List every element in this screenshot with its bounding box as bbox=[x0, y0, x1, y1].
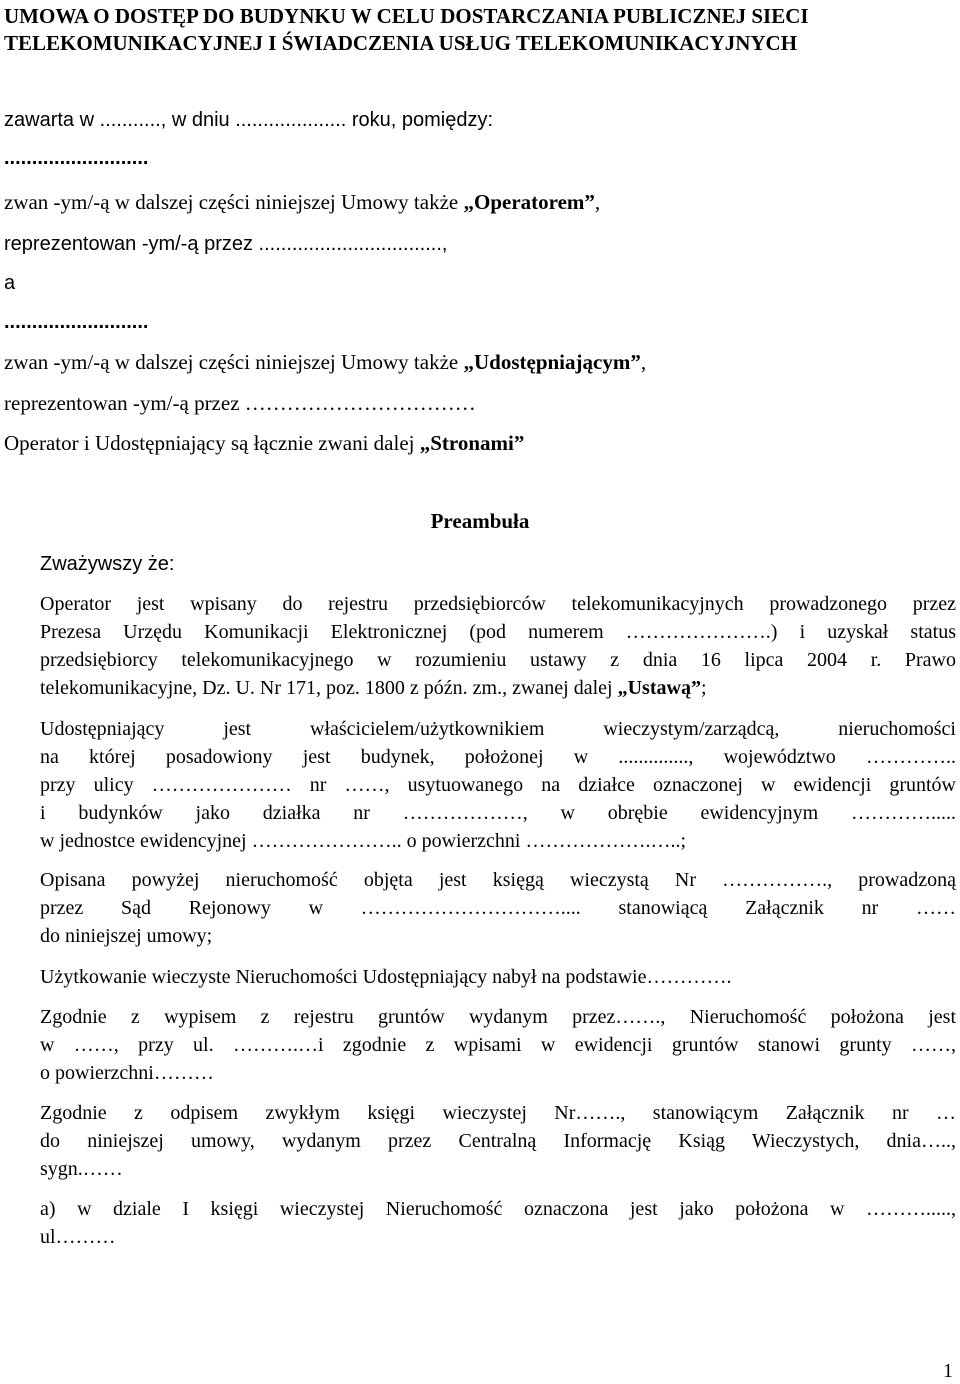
paragraph-line: w ……, przy ul. ……….…i zgodnie z wpisami w ewidencji gruntów stanowi grunty ……, bbox=[40, 1034, 956, 1056]
paragraph-line: Zgodnie z odpisem zwykłym księgi wieczystej Nr……., stanowiącym Załącznik nr … bbox=[40, 1102, 956, 1124]
party1-dots: .......................... bbox=[4, 147, 149, 169]
act-role: „Ustawą” bbox=[617, 677, 701, 699]
document-title-line-1: UMOWA O DOSTĘP DO BUDYNKU W CELU DOSTARCZANIA PUBLICZNEJ SIECI bbox=[4, 4, 809, 28]
party2-representative: reprezentowan -ym/-ą przez …………………………… bbox=[4, 391, 476, 415]
whereas-text: Zważywszy że: bbox=[40, 553, 175, 575]
party1-desc-text: zwan -ym/-ą w dalszej części niniejszej Umowy także bbox=[4, 190, 464, 214]
paragraph-line: na której posadowiony jest budynek, położonej w .............., województwo ………….. bbox=[40, 746, 956, 768]
paragraph-line: Użytkowanie wieczyste Nieruchomości Udostępniający nabył na podstawie…………. bbox=[40, 966, 732, 988]
paragraph-line: do niniejszej umowy; bbox=[40, 925, 213, 947]
party1-representative: reprezentowan -ym/-ą przez ................................., bbox=[4, 233, 448, 255]
paragraph-land-extract bbox=[40, 1003, 956, 1087]
p1-last-text: telekomunikacyjne, Dz. U. Nr 171, poz. 1800 z późn. zm., zwanej dalej bbox=[40, 677, 618, 699]
party2-desc-end: , bbox=[640, 350, 647, 374]
document-title-line-2: TELEKOMUNIKACYJNEJ I ŚWIADCZENIA USŁUG TELEKOMUNIKACYJNYCH bbox=[4, 31, 798, 55]
paragraph-line: o powierzchni……… bbox=[40, 1062, 214, 1084]
parties-role: „Stronami” bbox=[419, 431, 525, 455]
and-conjunction: a bbox=[4, 272, 16, 294]
paragraph-line: Zgodnie z wypisem z rejestru gruntów wydanym przez……., Nieruchomość położona jest bbox=[40, 1006, 956, 1028]
paragraph-operator-registration bbox=[40, 590, 956, 702]
party1-role: „Operatorem” bbox=[463, 190, 595, 214]
parties-collective bbox=[4, 430, 524, 456]
paragraph-perpetual-usufruct bbox=[40, 963, 956, 991]
p1-last-end: ; bbox=[700, 677, 707, 699]
party2-dots: .......................... bbox=[4, 311, 149, 333]
paragraph-line: a) w dziale I księgi wieczystej Nieruchomość oznaczona jest jako położona w ………....., bbox=[40, 1198, 956, 1220]
paragraph-line: ul……… bbox=[40, 1226, 116, 1248]
party2-desc-text: zwan -ym/-ą w dalszej części niniejszej Umowy także bbox=[4, 350, 464, 374]
paragraph-register-copy bbox=[40, 1099, 956, 1183]
paragraph-line: Udostępniający jest właścicielem/użytkownikiem wieczystym/zarządcą, nieruchomości bbox=[40, 718, 956, 740]
paragraph-line: przedsiębiorcy telekomunikacyjnego w rozumieniu ustawy z dnia 16 lipca 2004 r. Prawo bbox=[40, 649, 956, 671]
paragraph-line: sygn.…… bbox=[40, 1158, 123, 1180]
paragraph-line: do niniejszej umowy, wydanym przez Centralną Informację Ksiąg Wieczystych, dnia….., bbox=[40, 1130, 956, 1152]
paragraph-line: Operator jest wpisany do rejestru przedsiębiorców telekomunikacyjnych prowadzonego przez bbox=[40, 593, 956, 615]
preamble-heading: Preambuła bbox=[430, 509, 530, 533]
paragraph-line bbox=[40, 674, 956, 702]
party1-description bbox=[4, 189, 600, 215]
party2-role: „Udostępniającym” bbox=[463, 350, 641, 374]
concluded-line: zawarta w ..........., w dniu .................... roku, pomiędzy: bbox=[4, 109, 494, 131]
whereas-label bbox=[40, 551, 174, 577]
party2-description bbox=[4, 349, 646, 375]
paragraph-line: Prezesa Urzędu Komunikacji Elektronicznej (pod numerem ………………….) i uzyskał status bbox=[40, 621, 956, 643]
paragraph-owner bbox=[40, 715, 956, 855]
paragraph-line: i budynków jako działka nr ………………, w obrębie ewidencyjnym …………..... bbox=[40, 802, 956, 824]
paragraph-line: przez Sąd Rejonowy w ………………………….... stanowiącą Załącznik nr …… bbox=[40, 897, 956, 919]
paragraph-line: Opisana powyżej nieruchomość objęta jest księgą wieczystą Nr ……………., prowadzoną bbox=[40, 869, 956, 891]
paragraph-line: przy ulicy ………………… nr ……, usytuowanego na działce oznaczonej w ewidencji gruntów bbox=[40, 774, 956, 796]
parties-text: Operator i Udostępniający są łącznie zwani dalej bbox=[4, 431, 420, 455]
paragraph-line: w jednostce ewidencyjnej ………………….. o powierzchni ……………….…..; bbox=[40, 830, 686, 852]
party1-desc-end: , bbox=[594, 190, 601, 214]
paragraph-land-register bbox=[40, 866, 956, 950]
paragraph-section-one bbox=[40, 1195, 956, 1251]
page-number: 1 bbox=[943, 1360, 953, 1382]
